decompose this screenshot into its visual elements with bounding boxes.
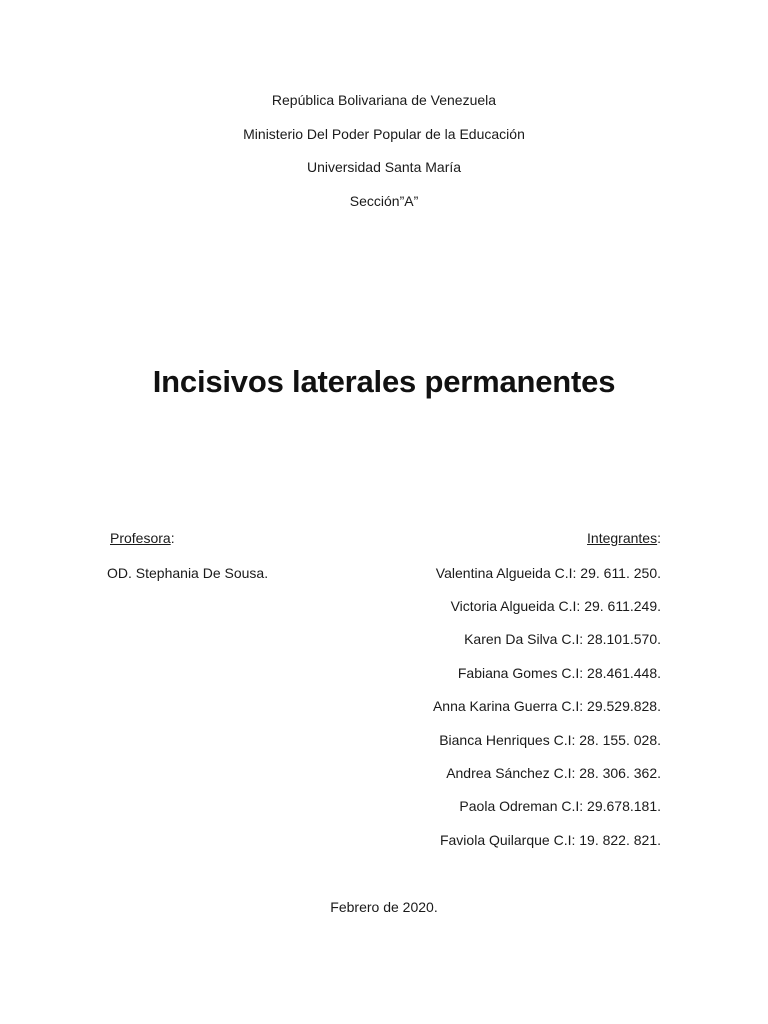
members-label-colon: :	[657, 530, 661, 546]
header-country: República Bolivariana de Venezuela	[271, 92, 497, 108]
header-university: Universidad Santa María	[306, 159, 462, 175]
professor-label-text: Profesora	[110, 530, 171, 546]
members-label-text: Integrantes	[587, 530, 658, 546]
document-title: Incisivos laterales permanentes	[152, 364, 616, 399]
member-item: Paola Odreman C.I: 29.678.181.	[459, 798, 661, 814]
professor-label-colon: :	[170, 530, 175, 546]
header-ministry: Ministerio Del Poder Popular de la Educación	[243, 126, 525, 142]
member-item: Faviola Quilarque C.I: 19. 822. 821.	[439, 832, 661, 848]
member-item: Valentina Algueida C.I: 29. 611. 250.	[435, 565, 661, 581]
document-date: Febrero de 2020.	[330, 899, 438, 915]
header-section: Sección”A”	[349, 193, 419, 209]
member-item: Karen Da Silva C.I: 28.101.570.	[464, 631, 661, 647]
member-item: Anna Karina Guerra C.I: 29.529.828.	[432, 698, 661, 714]
member-item: Fabiana Gomes C.I: 28.461.448.	[457, 665, 661, 681]
member-item: Victoria Algueida C.I: 29. 611.249.	[450, 598, 661, 614]
professor-name: OD. Stephania De Sousa.	[107, 565, 269, 581]
member-item: Andrea Sánchez C.I: 28. 306. 362.	[446, 765, 661, 781]
member-item: Bianca Henriques C.I: 28. 155. 028.	[439, 732, 661, 748]
professor-label	[110, 530, 175, 546]
members-label	[587, 530, 661, 546]
